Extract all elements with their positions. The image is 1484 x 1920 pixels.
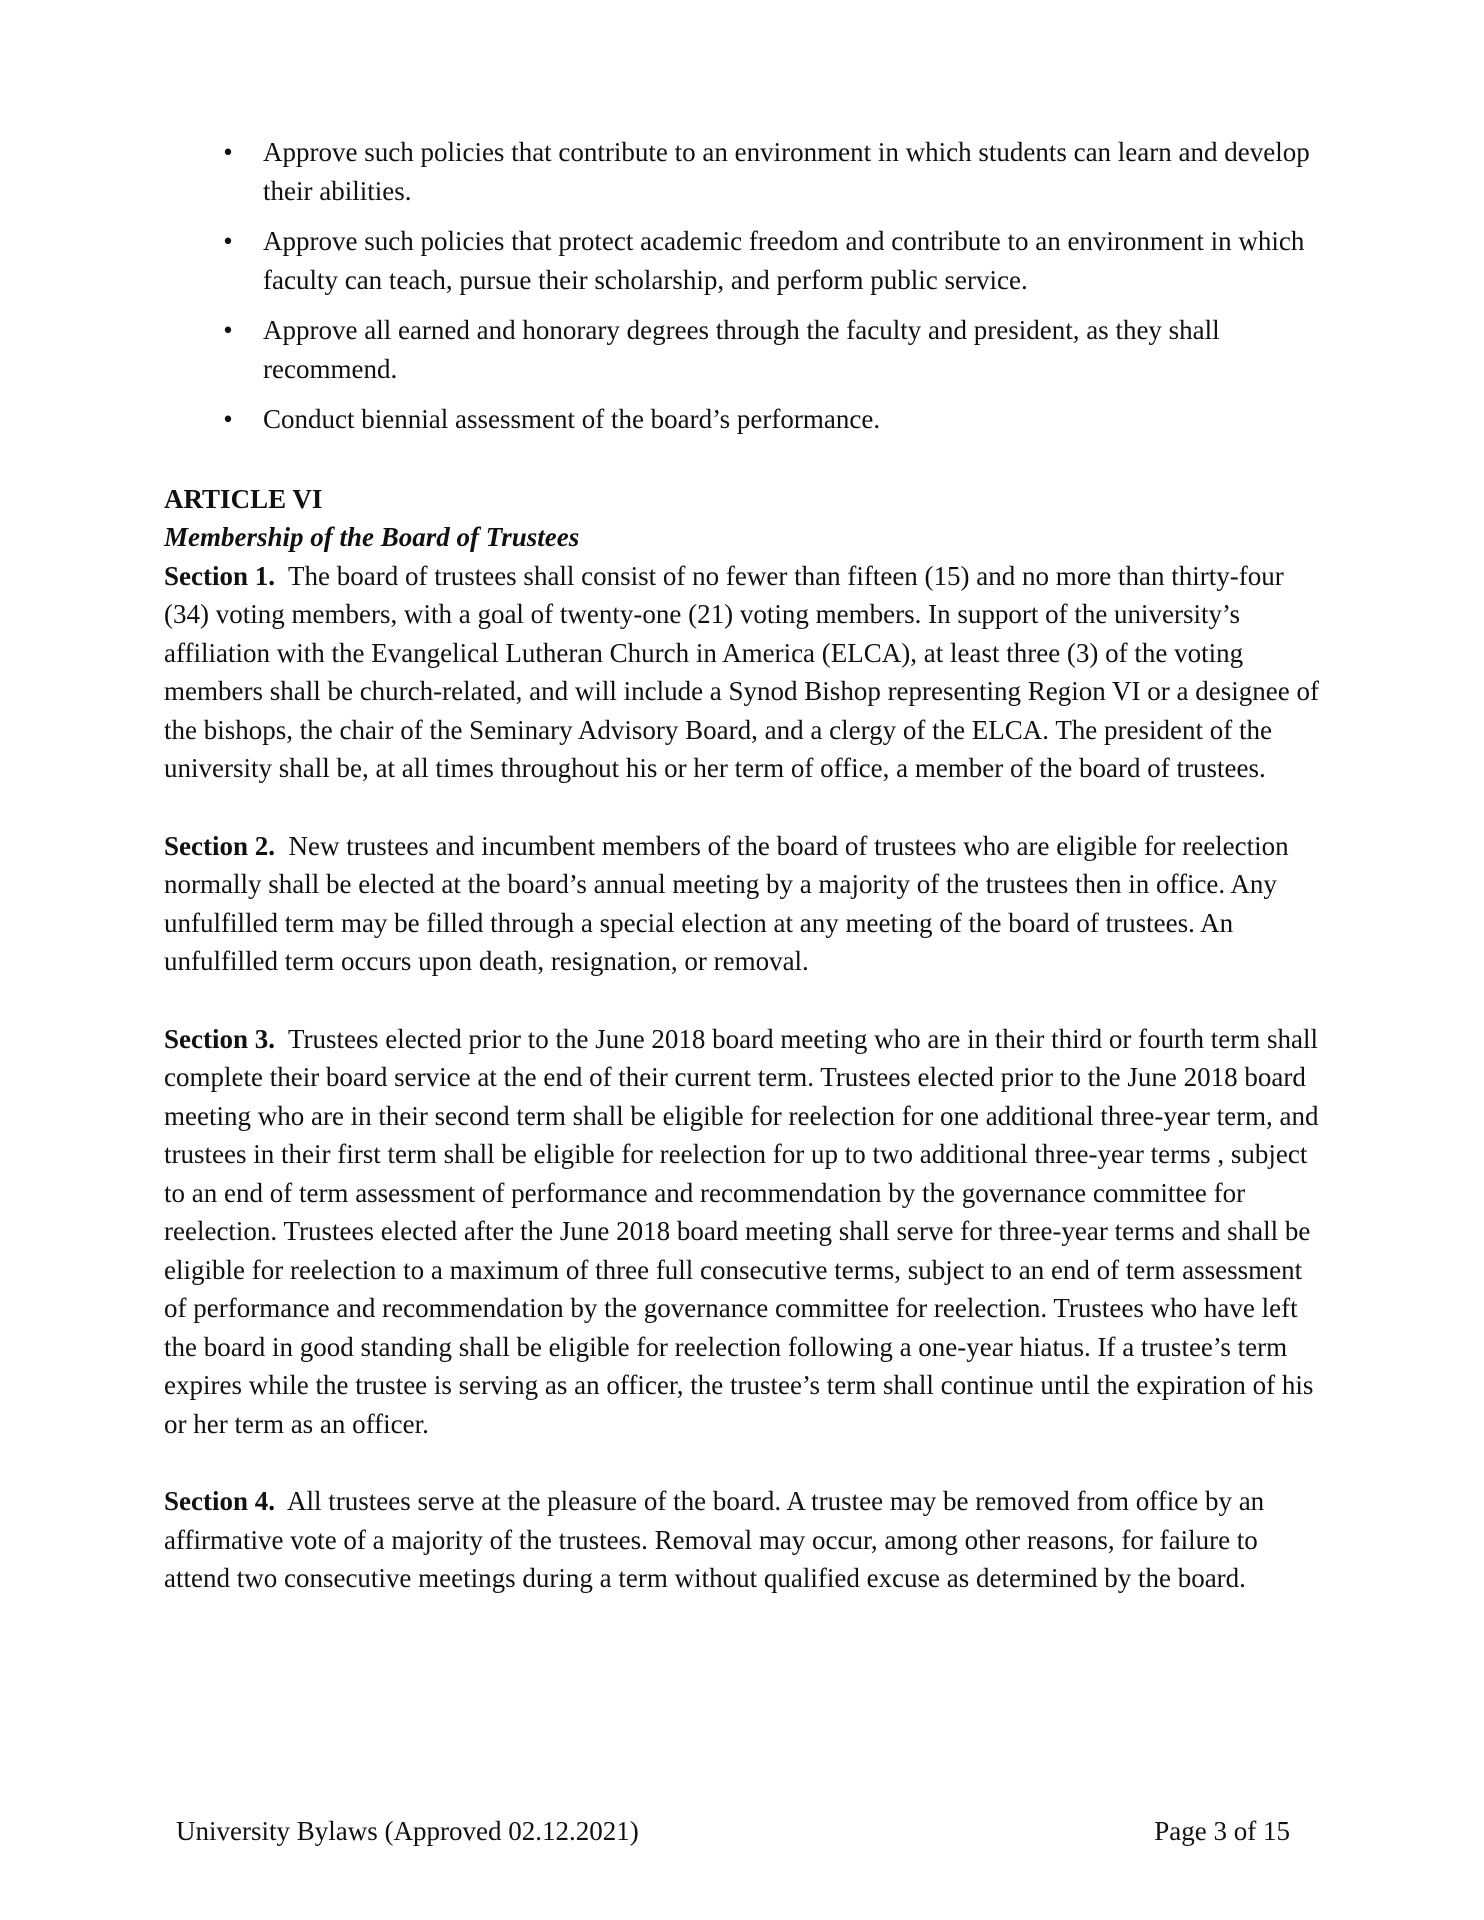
article-heading: ARTICLE VI (164, 483, 323, 514)
section-text: All trustees serve at the pleasure of the board. A trustee may be removed from office by an affirmative vote of a majority of the trustees. Removal may occur, among other reasons, for failure to attend two consecutive meetings during a term without qualified excuse as determined by the board. (164, 1486, 1265, 1593)
section-label: Section 1. (164, 560, 275, 591)
footer-page-number: Page 3 of 15 (1154, 1816, 1290, 1846)
section-label: Section 4. (164, 1486, 275, 1516)
bullet-icon: • (223, 226, 233, 256)
section-1 (164, 557, 1324, 788)
section-text: The board of trustees shall consist of no fewer than fifteen (15) and no more than thirty-four (34) voting members, with a goal of twenty-one (21) voting members. In support of the university’s affiliation with the Evangelical Lutheran Church in America (ELCA), at least three (3) of the voting members shall be church-related, and will include a Synod Bishop representing Region VI or a designee of the bishops, the chair of the Seminary Advisory Board, and a clergy of the ELCA. The president of the university shall be, at all times throughout his or her term of office, a member of the board of trustees. (164, 560, 1319, 783)
section-text: Trustees elected prior to the June 2018 board meeting who are in their third or fourth term shall complete their board service at the end of their current term. Trustees elected prior to the June 2018 board meeting who are in their second term shall be eligible for reelection for one additional three-year term, and trustees in their first term shall be eligible for reelection for up to two additional three-year terms , subject to an end of term assessment of performance and recommendation by the governance committee for reelection. Trustees elected after the June 2018 board meeting shall serve for three-year terms and shall be eligible for reelection to a maximum of three full consecutive terms, subject to an end of term assessment of performance and recommendation by the governance committee for reelection. Trustees who have left the board in good standing shall be eligible for reelection following a one-year hiatus. If a trustee’s term expires while the trustee is serving as an officer, the trustee’s term shall continue until the expiration of his or her term as an officer. (164, 1023, 1319, 1439)
list-item (164, 133, 1324, 210)
list-item (164, 400, 1324, 439)
section-2 (164, 827, 1324, 981)
section-3 (164, 1020, 1324, 1444)
list-item-text: Conduct biennial assessment of the board’s performance. (263, 404, 881, 434)
section-label: Section 2. (164, 830, 275, 861)
section-text: New trustees and incumbent members of the board of trustees who are eligible for reelection normally shall be elected at the board’s annual meeting by a majority of the trustees then in office. Any unfulfilled term may be filled through a special election at any meeting of the board of trustees. An unfulfilled term occurs upon death, resignation, or removal. (164, 830, 1289, 976)
bullet-icon: • (223, 137, 233, 167)
responsibilities-list (164, 133, 1324, 439)
bullet-icon: • (223, 315, 233, 345)
page-content (164, 133, 1324, 1637)
article-subheading: Membership of the Board of Trustees (164, 522, 580, 552)
section-4 (164, 1482, 1324, 1598)
list-item (164, 311, 1324, 388)
page-footer (176, 1812, 1290, 1851)
list-item-text: Approve such policies that contribute to an environment in which students can learn and develop their abilities. (263, 137, 1310, 206)
bullet-icon: • (223, 404, 233, 434)
section-label: Section 3. (164, 1023, 275, 1054)
list-item-text: Approve such policies that protect academic freedom and contribute to an environment in which faculty can teach, pursue their scholarship, and perform public service. (263, 226, 1305, 295)
list-item-text: Approve all earned and honorary degrees through the faculty and president, as they shall recommend. (263, 315, 1220, 384)
list-item (164, 222, 1324, 299)
footer-document-title: University Bylaws (Approved 02.12.2021) (176, 1816, 639, 1846)
